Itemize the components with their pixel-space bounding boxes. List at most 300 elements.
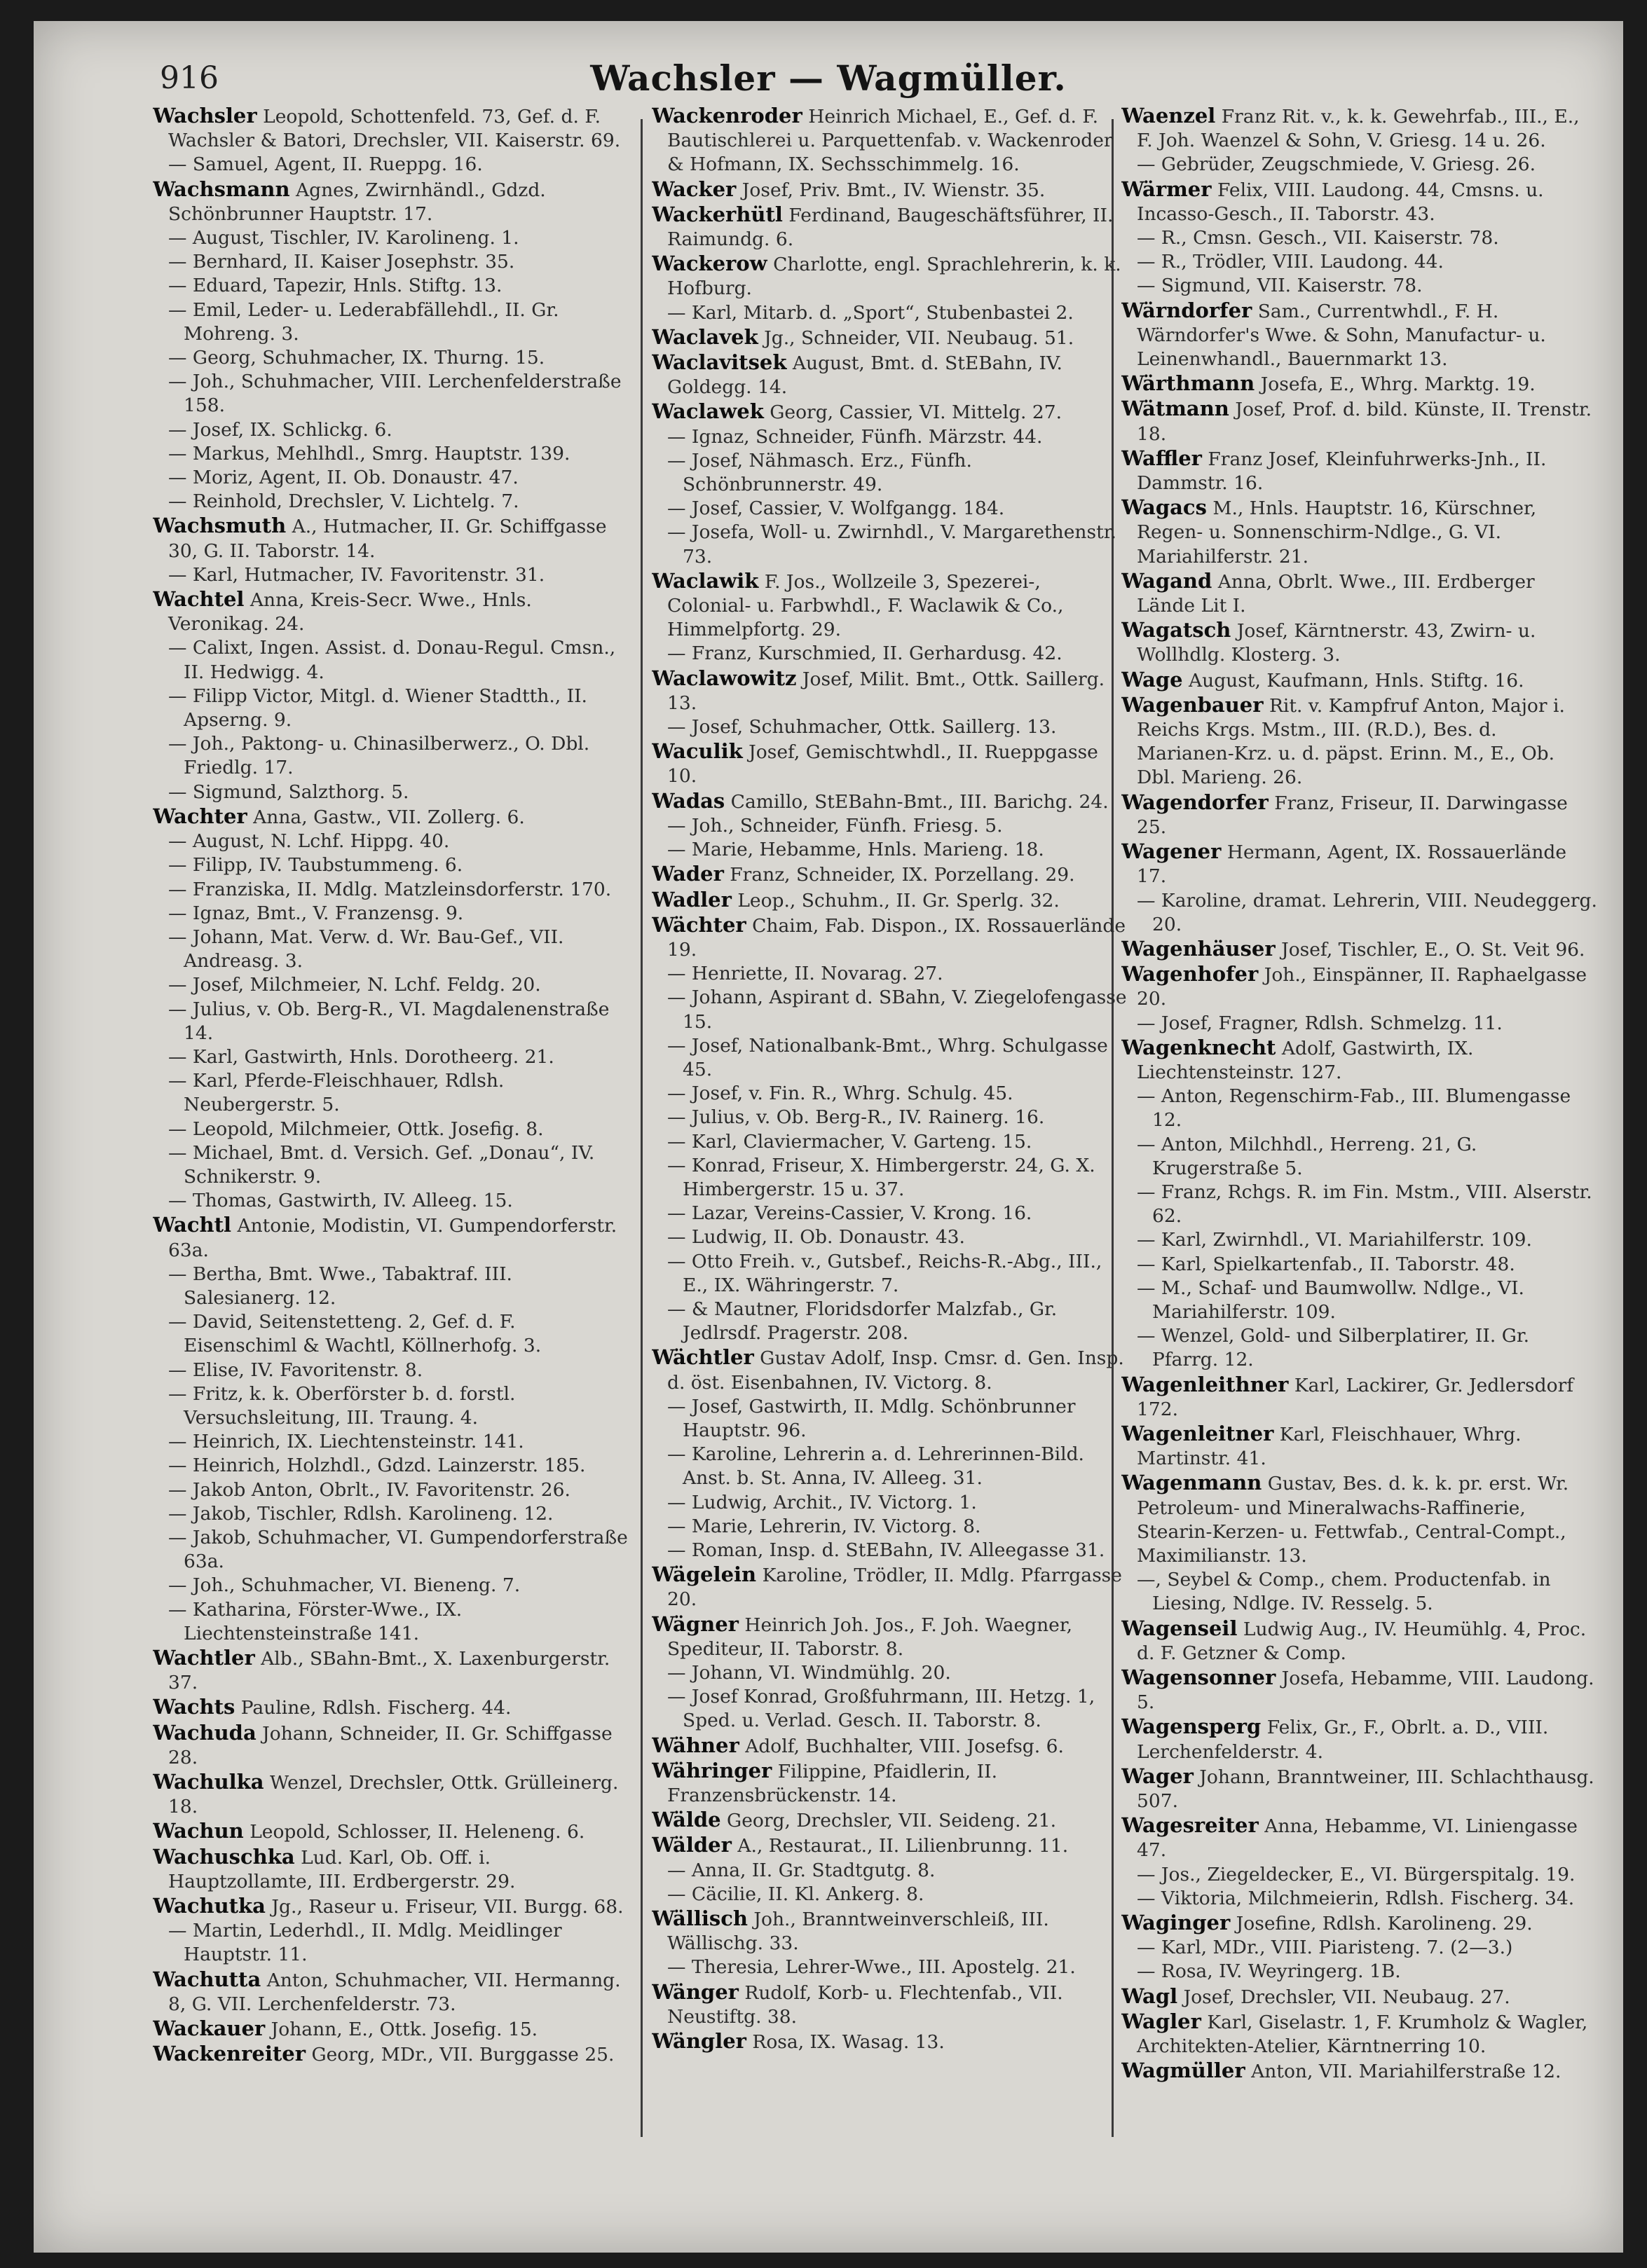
entry-surname: Wachsler [153,104,257,128]
entry-text: — Sigmund, Salzthorg. 5. [168,781,409,803]
directory-entry [1121,1253,1598,1277]
directory-entry [153,926,629,973]
entry-text: Josef, Prof. d. bild. Künste, II. Trenstr. 18. [1137,399,1592,445]
directory-entry [153,685,629,732]
directory-entry [153,1263,629,1310]
entry-text: — Emil, Leder- u. Lederabfällehdl., II. Gr. Mohreng. 3. [168,298,559,345]
directory-entry [1121,1471,1598,1568]
directory-entry [153,732,629,780]
entry-text: Johann, E., Ottk. Josefig. 15. [271,2019,538,2041]
directory-entry [153,370,629,418]
entry-surname: Wachun [153,1819,244,1843]
entry-text: — Josef, v. Fin. R., Whrg. Schulg. 45. [667,1083,1013,1105]
entry-text: — Joh., Paktong- u. Chinasilberwerz., O. Dbl. Friedlg. 17. [168,733,590,779]
entry-text: Georg, Cassier, VI. Mittelg. 27. [770,401,1062,424]
directory-entry [153,1819,629,1844]
entry-text: — Anton, Milchhdl., Herreng. 21, G. Krugerstraße 5. [1137,1133,1477,1179]
directory-entry [1121,397,1598,446]
entry-text: —, Seybel & Comp., chem. Productenfab. in Liesing, Ndlge. IV. Resselg. 5. [1137,1569,1551,1615]
directory-entry [1121,1936,1598,1960]
directory-entry [153,1526,629,1574]
entry-surname: Wachsmuth [153,514,287,538]
entry-text: M., Hnls. Hauptstr. 16, Kürschner, Regen- u. Sonnenschirm-Ndlge., G. VI. Mariahilferstr. 21. [1137,497,1537,568]
directory-entry [153,1770,629,1819]
running-head: Wachsler — Wagmüller. [590,57,1067,99]
entry-text: Josef, Drechsler, VII. Neubaug. 27. [1183,1986,1510,2008]
directory-entry [652,1685,1128,1733]
directory-entry [652,202,1128,252]
entry-text: Filippine, Pfaidlerin, II. Franzensbrückenstr. 14. [667,1760,998,1807]
entry-text: Josef, Kärntnerstr. 43, Zwirn- u. Wollhdlg. Klosterg. 3. [1137,620,1536,666]
directory-entry [652,1130,1128,1154]
directory-entry [153,1894,629,1919]
directory-entry [153,226,629,250]
entry-text: — Marie, Lehrerin, IV. Victorg. 8. [667,1515,981,1537]
entry-surname: Wagler [1121,2009,1201,2033]
directory-entry [1121,889,1598,937]
directory-entry [153,1695,629,1720]
entry-text: — Ludwig, II. Ob. Donaustr. 43. [667,1226,965,1249]
entry-text: — Heinrich, IX. Liechtensteinstr. 141. [168,1431,524,1453]
directory-entry [153,346,629,370]
entry-text: Josef, Gemischtwhdl., II. Rueppgasse 10. [667,741,1098,788]
directory-entry [153,1189,629,1213]
entry-text: — Filipp, IV. Taubstummeng. 6. [168,854,463,877]
entry-text: Adolf, Buchhalter, VIII. Josefsg. 6. [745,1735,1064,1757]
entry-text: — Theresia, Lehrer-Wwe., III. Apostelg. 21. [667,1956,1076,1979]
directory-entry [652,642,1128,666]
directory-entry [153,104,629,153]
directory-entry [652,715,1128,739]
entry-surname: Waenzel [1121,104,1216,128]
directory-entry [652,1612,1128,1661]
directory-entry [652,1808,1128,1833]
directory-entry [153,853,629,877]
entry-text: — Josef, Nähmasch. Erz., Fünfh. Schönbrunnerstr. 49. [667,449,972,496]
directory-entry [1121,274,1598,298]
directory-entry [153,1213,629,1262]
entry-text: — Jakob, Schuhmacher, VI. Gumpendorferstraße 63a. [168,1526,628,1573]
directory-entry [1121,1665,1598,1714]
entry-text: Heinrich Joh. Jos., F. Joh. Waegner, Spediteur, II. Taborstr. 8. [667,1614,1073,1660]
directory-entry [153,830,629,853]
directory-entry [652,1859,1128,1883]
entry-surname: Waclawek [652,399,764,424]
directory-entry [1121,446,1598,495]
directory-entry [652,497,1128,521]
directory-entry [652,862,1128,887]
directory-entry [153,274,629,298]
entry-surname: Waclawowitz [652,666,797,690]
entry-text: — Johann, Aspirant d. SBahn, V. Ziegelofengasse 15. [667,987,1127,1033]
entry-surname: Wadler [652,887,732,912]
directory-entry [652,838,1128,862]
directory-entry [1121,495,1598,569]
directory-entry [153,1454,629,1478]
entry-surname: Wagenmann [1121,1471,1262,1495]
directory-entry [153,490,629,514]
entry-text: — & Mautner, Floridsdorfer Malzfab., Gr. Jedlrsdf. Pragerstr. 208. [667,1298,1058,1345]
entry-surname: Wächtler [652,1345,754,1370]
entry-text: Josef, Priv. Bmt., IV. Wienstr. 35. [742,179,1046,201]
entry-surname: Wachutka [153,1894,266,1918]
entry-text: — Lazar, Vereins-Cassier, V. Krong. 16. [667,1202,1032,1225]
entry-surname: Wächter [652,912,746,937]
directory-entry [1121,298,1598,372]
entry-surname: Wärndorfer [1121,298,1252,322]
directory-entry [652,1443,1128,1490]
entry-surname: Waclawik [652,568,759,593]
directory-entry [153,973,629,997]
entry-text: Hermann, Agent, IX. Rossauerlände 17. [1137,841,1567,888]
directory-entry [652,986,1128,1033]
directory-entry [1121,1813,1598,1862]
entry-text: — Eduard, Tapezir, Hnls. Stiftg. 13. [168,275,503,297]
entry-text: Joh., Branntweinverschleiß, III. Wällischg. 33. [667,1909,1049,1955]
column-3 [1121,104,1598,2192]
directory-entry [652,177,1128,202]
directory-entry [652,252,1128,301]
directory-entry [1121,1616,1598,1665]
entry-text: — Ignaz, Bmt., V. Franzensg. 9. [168,902,464,924]
directory-entry [652,1345,1128,1394]
entry-surname: Wagenseil [1121,1616,1238,1640]
entry-text: — Josef, Nationalbank-Bmt., Whrg. Schulgasse 45. [667,1034,1108,1080]
entry-text: — Franz, Rchgs. R. im Fin. Mstm., VIII. Alserstr. 62. [1137,1181,1592,1228]
entry-text: — Jos., Ziegeldecker, E., VI. Bürgerspitalg. 19. [1137,1863,1576,1885]
entry-text: — Leopold, Milchmeier, Ottk. Josefig. 8. [168,1118,544,1140]
directory-entry [153,804,629,830]
entry-text: Georg, Drechsler, VII. Seideng. 21. [727,1810,1057,1832]
directory-entry [652,521,1128,568]
directory-entry [153,298,629,346]
entry-text: — Thomas, Gastwirth, IV. Alleeg. 15. [168,1190,513,1212]
entry-text: — Josef, Fragner, Rdlsh. Schmelzg. 11. [1137,1012,1503,1034]
entry-text: Felix, VIII. Laudong. 44, Cmsns. u. Incasso-Gesch., II. Taborstr. 43. [1137,179,1544,225]
entry-text: — Gebrüder, Zeugschmiede, V. Griesg. 26. [1137,153,1536,176]
entry-text: Leopold, Schottenfeld. 73, Gef. d. F. Wachsler & Batori, Drechsler, VII. Kaiserstr. 69. [168,106,621,152]
entry-surname: Wagacs [1121,495,1207,520]
entry-surname: Wager [1121,1764,1194,1788]
entry-surname: Waclavek [652,324,758,349]
entry-text: Josef, Milit. Bmt., Ottk. Saillerg. 13. [667,668,1105,714]
entry-text: — Karoline, Lehrerin a. d. Lehrerinnen-Bild. Anst. b. St. Anna, IV. Alleeg. 31. [667,1443,1084,1490]
entry-text: Josef, Tischler, E., O. St. Veit 96. [1281,938,1585,961]
entry-surname: Wagand [1121,568,1212,593]
directory-entry [652,301,1128,325]
entry-text: — Otto Freih. v., Gutsbef., Reichs-R.-Abg., III., E., IX. Währingerstr. 7. [667,1250,1102,1296]
directory-entry [652,1491,1128,1515]
directory-entry [652,666,1128,715]
directory-entry [153,1502,629,1526]
entry-text: Karoline, Trödler, II. Mdlg. Pfarrgasse 20. [667,1565,1122,1611]
entry-surname: Wälder [652,1833,732,1857]
entry-text: — Jakob Anton, Obrlt., IV. Favoritenstr. 26. [168,1478,570,1501]
entry-surname: Wälde [652,1808,721,1832]
entry-text: — M., Schaf- und Baumwollw. Ndlge., VI. Mariahilferstr. 109. [1137,1277,1524,1323]
entry-text: — Joh., Schuhmacher, VI. Bieneng. 7. [168,1574,521,1597]
entry-text: Josefa, E., Whrg. Marktg. 19. [1260,373,1536,396]
entry-surname: Wagenhäuser [1121,936,1276,961]
directory-entry [1121,177,1598,226]
entry-text: Jg., Schneider, VII. Neubaug. 51. [764,327,1074,349]
directory-entry [1121,2059,1598,2084]
entry-text: — Johann, Mat. Verw. d. Wr. Bau-Gef., VII. Andreasg. 3. [168,926,564,973]
entry-text: — Karl, Pferde-Fleischhauer, Rdlsh. Neubergerstr. 5. [168,1070,505,1116]
directory-entry [1121,1324,1598,1372]
directory-entry [652,1034,1128,1082]
entry-text: — Anna, II. Gr. Stadtgutg. 8. [667,1859,936,1881]
entry-text: — Julius, v. Ob. Berg-R., IV. Rainerg. 16. [667,1106,1045,1129]
entry-text: — Konrad, Friseur, X. Himbergerstr. 24, G. X. Himbergerstr. 15 u. 37. [667,1154,1095,1200]
entry-surname: Wackerow [652,252,767,276]
entry-text: Franz Josef, Kleinfuhrwerks-Jnh., II. Dammstr. 16. [1137,448,1547,495]
entry-text: — Joh., Schneider, Fünfh. Friesg. 5. [667,814,1003,837]
directory-entry [153,1118,629,1141]
entry-text: — Anton, Regenschirm-Fab., III. Blumengasse 12. [1137,1085,1571,1132]
entry-text: — Josef, Gastwirth, II. Mdlg. Schönbrunner Hauptstr. 96. [667,1395,1076,1441]
directory-entry [1121,226,1598,250]
entry-text: Wenzel, Drechsler, Ottk. Grülleinerg. 18. [168,1772,619,1818]
directory-entry [153,1919,629,1967]
entry-surname: Wagensonner [1121,1665,1276,1689]
entry-text: — Joh., Schuhmacher, VIII. Lerchenfelderstraße 158. [168,371,622,417]
entry-surname: Waculik [652,739,743,764]
entry-surname: Wänger [652,1979,739,2004]
directory-entry [153,636,629,684]
entry-surname: Wachuschka [153,1844,295,1869]
directory-entry [652,1883,1128,1906]
entry-surname: Wagenleithner [1121,1372,1289,1396]
entry-surname: Wackenroder [652,104,802,128]
entry-text: Anna, Gastw., VII. Zollerg. 6. [253,806,525,828]
entry-surname: Wachts [153,1695,235,1719]
entry-text: Chaim, Fab. Dispon., IX. Rossauerlände 19. [667,914,1126,961]
entry-text: — Georg, Schuhmacher, IX. Thurng. 15. [168,347,545,369]
directory-entry [652,1539,1128,1562]
directory-entry [153,514,629,563]
entry-text: Anna, Kreis-Secr. Wwe., Hnls. Veronikag. 24. [168,589,532,635]
directory-entry [652,1759,1128,1808]
entry-text: — Markus, Mehlhdl., Smrg. Hauptstr. 139. [168,442,570,465]
entry-surname: Wachulka [153,1770,264,1794]
entry-text: — Franziska, II. Mdlg. Matzleinsdorferstr. 170. [168,878,612,900]
entry-text: Anna, Obrlt. Wwe., III. Erdberger Lände Lit I. [1137,570,1535,617]
entry-surname: Wackerhütl [652,202,783,226]
entry-text: Lud. Karl, Ob. Off. i. Hauptzollamte, III. Erdbergerstr. 29. [168,1846,516,1892]
directory-entry [1121,1012,1598,1036]
directory-entry [153,563,629,587]
directory-entry [153,1574,629,1597]
directory-entry [1121,962,1598,1011]
directory-entry [1121,693,1598,790]
directory-entry [153,1359,629,1382]
entry-text: — Reinhold, Drechsler, V. Lichtelg. 7. [168,490,519,513]
entry-surname: Wagenhofer [1121,962,1259,987]
entry-text: — Samuel, Agent, II. Rueppg. 16. [168,153,483,176]
directory-entry [1121,250,1598,274]
entry-text: — Josef, Cassier, V. Wolfgangg. 184. [667,497,1005,520]
entry-text: — Ludwig, Archit., IV. Victorg. 1. [667,1491,977,1513]
entry-text: Alb., SBahn-Bmt., X. Laxenburgerstr. 37. [168,1648,610,1694]
entry-text: — Josef, IX. Schlickg. 6. [168,418,392,441]
directory-entry [1121,1887,1598,1911]
directory-entry [153,1478,629,1502]
entry-text: — Josefa, Woll- u. Zwirnhdl., V. Margarethenstr. 73. [667,521,1116,568]
directory-entry [153,1310,629,1358]
page-number: 916 [160,60,219,96]
entry-text: — Karl, Spielkartenfab., II. Taborstr. 48. [1137,1253,1515,1275]
entry-surname: Wachuda [153,1720,257,1745]
entry-text: — Johann, VI. Windmühlg. 20. [667,1662,951,1684]
entry-text: — David, Seitenstetteng. 2, Gef. d. F. Eisenschiml & Wachtl, Köllnerhofg. 3. [168,1311,542,1357]
directory-entry [652,1082,1128,1106]
directory-entry [153,418,629,442]
entry-surname: Waginger [1121,1911,1231,1935]
entry-text: Pauline, Rdlsh. Fischerg. 44. [240,1697,512,1719]
directory-entry [153,998,629,1045]
entry-surname: Wagatsch [1121,618,1231,642]
entry-text: Rudolf, Korb- u. Flechtenfab., VII. Neustiftg. 38. [667,1981,1063,2028]
directory-entry [652,399,1128,425]
entry-text: Franz Rit. v., k. k. Gewehrfab., III., E., F. Joh. Waenzel & Sohn, V. Griesg. 14 u. 26. [1137,106,1580,152]
directory-entry [153,2042,629,2067]
entry-text: Charlotte, engl. Sprachlehrerin, k. k. Hofburg. [667,254,1121,300]
directory-entry [652,1106,1128,1129]
directory-entry [153,1646,629,1695]
directory-entry [652,425,1128,449]
directory-entry [652,789,1128,814]
entry-surname: Wärthmann [1121,371,1255,396]
directory-entry [153,1045,629,1069]
entry-surname: Wachtl [153,1213,231,1237]
directory-entry [1121,1277,1598,1324]
directory-entry [652,739,1128,788]
entry-surname: Wagl [1121,1984,1178,2008]
directory-entry [1121,1960,1598,1984]
column-2 [652,104,1128,2192]
entry-text: Anna, Hebamme, VI. Liniengasse 47. [1137,1815,1578,1862]
entry-text: Heinrich Michael, E., Gef. d. F. Bautischlerei u. Parquettenfab. v. Wackenroder & Hofmann, IX. Sechsschimmelg. 16. [667,106,1113,176]
entry-text: Rosa, IX. Wasag. 13. [752,2031,945,2054]
directory-page [34,21,1623,2253]
directory-entry [1121,1911,1598,1936]
directory-entry [652,2029,1128,2054]
entry-surname: Wagenleitner [1121,1421,1274,1445]
directory-entry [652,1202,1128,1225]
entry-text: — Karl, Hutmacher, IV. Favoritenstr. 31. [168,563,545,586]
entry-text: — Josef Konrad, Großfuhrmann, III. Hetzg. 1, Sped. u. Verlad. Gesch. II. Taborstr. 8. [667,1686,1095,1732]
entry-text: — Cäcilie, II. Kl. Ankerg. 8. [667,1883,924,1905]
directory-entry [1121,371,1598,397]
entry-text: Gustav, Bes. d. k. k. pr. erst. Wr. Petroleum- und Mineralwachs-Raffinerie, Stearin-Kerzen- u. Fettwfab., Central-Compt., Maximilianstr. 13. [1137,1473,1569,1567]
directory-entry [153,1845,629,1894]
entry-text: — Ignaz, Schneider, Fünfh. Märzstr. 44. [667,425,1043,448]
entry-text: Ludwig Aug., IV. Heumühlg. 4, Proc. d. F. Getzner & Comp. [1137,1618,1587,1664]
entry-text: A., Hutmacher, II. Gr. Schiffgasse 30, G. II. Taborstr. 14. [168,516,607,562]
entry-text: — Elise, IV. Favoritenstr. 8. [168,1359,423,1381]
entry-surname: Währinger [652,1758,772,1782]
entry-surname: Wage [1121,667,1183,692]
entry-text: — Karl, Zwirnhdl., VI. Mariahilferstr. 109. [1137,1229,1532,1251]
entry-text: — Karl, MDr., VIII. Piaristeng. 7. (2—3.) [1137,1937,1513,1959]
entry-text: Franz, Friseur, II. Darwingasse 25. [1137,792,1568,838]
directory-entry [153,250,629,274]
entry-text: — Martin, Lederhdl., II. Mdlg. Meidlinger Hauptstr. 11. [168,1920,562,1966]
directory-entry [652,1733,1128,1759]
directory-entry [1121,1373,1598,1422]
entry-surname: Wagenknecht [1121,1035,1276,1059]
entry-surname: Wagenbauer [1121,692,1264,717]
directory-entry [652,1395,1128,1443]
directory-entry [1121,1764,1598,1813]
entry-surname: Wackenreiter [153,2042,306,2066]
directory-entry [153,177,629,226]
entry-text: Karl, Giselastr. 1, F. Krumholz & Wagler, Architekten-Atelier, Kärntnerring 10. [1137,2011,1588,2058]
entry-text: Johann, Schneider, II. Gr. Schiffgasse 28. [168,1722,613,1768]
entry-surname: Wachtel [153,587,245,612]
entry-text: — Karl, Gastwirth, Hnls. Dorotheerg. 21. [168,1045,554,1068]
directory-entry [153,1721,629,1770]
entry-surname: Waclavitsek [652,350,787,375]
directory-entry [153,1430,629,1454]
entry-text: Ferdinand, Baugeschäftsführer, II. Raimundg. 6. [667,204,1114,251]
directory-entry [652,350,1128,399]
page-header [34,55,1623,111]
entry-surname: Waffler [1121,446,1202,470]
directory-entry [1121,1714,1598,1764]
entry-text: A., Restaurat., II. Lilienbrunng. 11. [737,1835,1069,1857]
directory-entry [652,1906,1128,1956]
directory-entry [652,1225,1128,1249]
entry-surname: Wängler [652,2029,746,2054]
directory-entry [652,1154,1128,1202]
directory-entry [652,1833,1128,1858]
directory-entry [1121,1036,1598,1085]
directory-entry [1121,1422,1598,1471]
directory-entry [153,1069,629,1117]
directory-entry [1121,668,1598,693]
directory-entry [652,1980,1128,2029]
entry-text: — Moriz, Agent, II. Ob. Donaustr. 47. [168,467,519,489]
directory-entry [652,814,1128,838]
entry-surname: Wagesreiter [1121,1813,1259,1838]
directory-entry [153,1141,629,1189]
entry-text: — Calixt, Ingen. Assist. d. Donau-Regul. Cmsn., II. Hedwigg. 4. [168,637,616,683]
entry-text: Rit. v. Kampfruf Anton, Major i. Reichs Krgs. Mstm., III. (R.D.), Bes. d. Marianen-Krz. u. d. päpst. Erinn. M., E., Ob. Dbl. Marieng. 26. [1137,694,1565,789]
entry-text: — Roman, Insp. d. StEBahn, IV. Alleegasse 31. [667,1539,1105,1561]
directory-entry [652,325,1128,350]
entry-text: Josefine, Rdlsh. Karolineng. 29. [1236,1913,1533,1935]
directory-entry [153,1382,629,1430]
directory-entry [153,2016,629,2042]
entry-text: — Josef, Milchmeier, N. Lchf. Feldg. 20. [168,974,541,996]
directory-entry [652,1515,1128,1539]
entry-text: Georg, MDr., VII. Burggasse 25. [311,2044,615,2066]
directory-entry [652,569,1128,642]
entry-text: — Henriette, II. Novarag. 27. [667,963,943,985]
directory-entry [1121,1228,1598,1252]
directory-entry [652,888,1128,913]
entry-text: — Bertha, Bmt. Wwe., Tabaktraf. III. Salesianerg. 12. [168,1263,512,1309]
entry-text: — Katharina, Förster-Wwe., IX. Liechtensteinstraße 141. [168,1598,463,1644]
entry-surname: Wachutta [153,1967,261,1991]
entry-text: Franz, Schneider, IX. Porzellang. 29. [730,864,1075,886]
directory-entry [652,1250,1128,1298]
entry-text: — Wenzel, Gold- und Silberplatirer, II. Gr. Pfarrg. 12. [1137,1325,1530,1371]
entry-text: — Franz, Kurschmied, II. Gerhardusg. 42. [667,642,1062,665]
entry-text: Joh., Einspänner, II. Raphaelgasse 20. [1137,964,1587,1010]
